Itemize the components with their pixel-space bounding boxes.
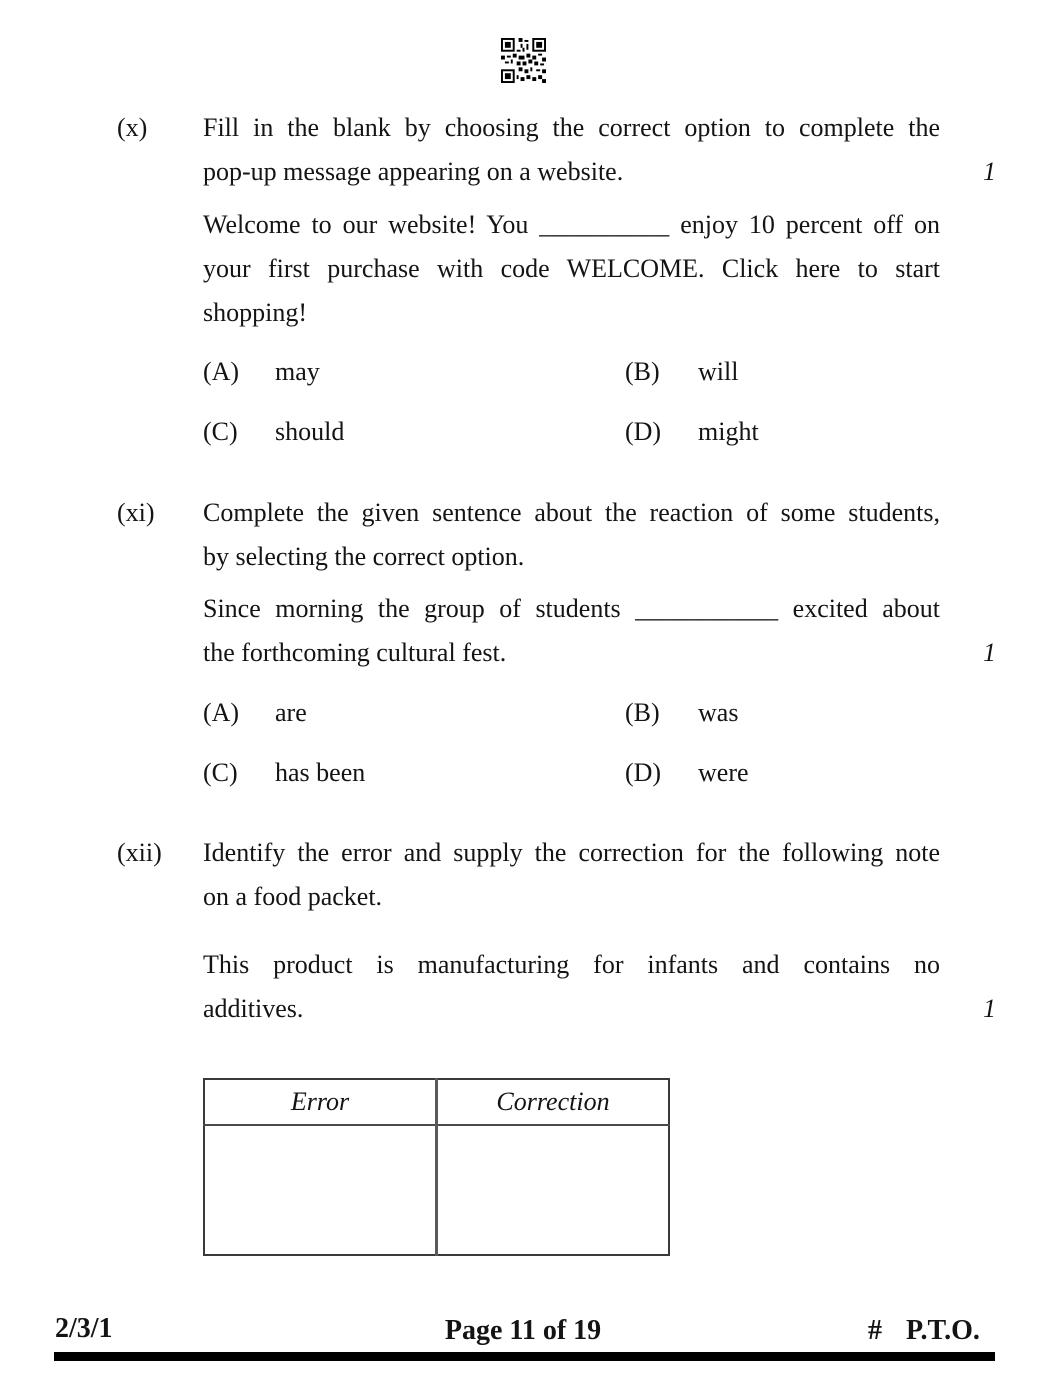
prompt-line: by selecting the correct option. xyxy=(203,542,525,571)
question-x xyxy=(117,106,996,454)
question-passage xyxy=(203,587,996,675)
marks-badge: 1 xyxy=(983,638,996,667)
question-xii xyxy=(117,831,996,1256)
option-text-b: will xyxy=(698,357,739,386)
question-number: (xi) xyxy=(117,498,155,527)
passage-line: shopping! xyxy=(203,298,307,327)
passage-line: your first purchase with code WELCOME. Click here to start xyxy=(203,254,940,283)
error-correction-table xyxy=(203,1078,670,1256)
table-header-correction: Correction xyxy=(437,1079,670,1125)
option-text-b: was xyxy=(698,698,739,727)
page-number: Page 11 of 19 xyxy=(444,1315,602,1346)
options-group xyxy=(203,691,940,795)
question-prompt xyxy=(203,491,940,579)
option-text-a: may xyxy=(275,357,320,386)
option-label-a: (A) xyxy=(203,357,240,386)
options-row xyxy=(203,350,940,394)
prompt-line: on a food packet. xyxy=(203,882,383,911)
question-passage xyxy=(203,943,996,1031)
options-row xyxy=(203,751,940,795)
option-label-d: (D) xyxy=(625,417,662,446)
option-label-d: (D) xyxy=(625,758,662,787)
marks-badge: 1 xyxy=(983,157,996,186)
marks-badge: 1 xyxy=(983,994,996,1023)
option-label-b: (B) xyxy=(625,357,660,386)
option-text-d: might xyxy=(698,417,759,446)
question-passage xyxy=(203,203,940,335)
qr-code-container xyxy=(0,0,1046,83)
prompt-line: Identify the error and supply the correction for the following note xyxy=(203,838,940,867)
options-row xyxy=(203,410,940,454)
question-number: (x) xyxy=(117,113,148,142)
passage-line: additives. 1 xyxy=(203,987,940,1031)
option-label-a: (A) xyxy=(203,698,240,727)
table-header-row xyxy=(204,1079,669,1125)
passage-line: Since morning the group of students ___________ excited about xyxy=(203,594,940,623)
pto-label: P.T.O. xyxy=(906,1315,980,1346)
passage-line: Welcome to our website! You __________ enjoy 10 percent off on xyxy=(203,210,940,239)
prompt-line: Fill in the blank by choosing the correct option to complete the xyxy=(203,113,940,142)
question-xi xyxy=(117,491,996,795)
error-answer-cell xyxy=(204,1125,437,1255)
option-text-c: should xyxy=(275,417,345,446)
table-answer-row xyxy=(204,1125,669,1255)
qr-code-icon xyxy=(500,38,547,83)
question-prompt xyxy=(203,831,940,919)
passage-line: the forthcoming cultural fest. 1 xyxy=(203,631,940,675)
options-group xyxy=(203,350,940,454)
hash-mark: # xyxy=(868,1315,882,1346)
option-text-c: has been xyxy=(275,758,366,787)
correction-answer-cell xyxy=(437,1125,670,1255)
page-footer xyxy=(0,1312,1046,1372)
prompt-line: pop-up message appearing on a website. 1 xyxy=(203,150,940,194)
page-content xyxy=(0,106,1046,1256)
question-number: (xii) xyxy=(117,838,162,867)
option-label-b: (B) xyxy=(625,698,660,727)
question-prompt xyxy=(203,106,996,194)
options-row xyxy=(203,691,940,735)
option-text-a: are xyxy=(275,698,307,727)
option-text-d: were xyxy=(698,758,749,787)
option-label-c: (C) xyxy=(203,758,238,787)
option-label-c: (C) xyxy=(203,417,238,446)
footer-rule xyxy=(54,1352,995,1361)
table-header-error: Error xyxy=(204,1079,437,1125)
paper-set-code: 2/3/1 xyxy=(55,1313,113,1344)
prompt-line: Complete the given sentence about the reaction of some students, xyxy=(203,498,940,527)
passage-line: This product is manufacturing for infants and contains no xyxy=(203,950,940,979)
